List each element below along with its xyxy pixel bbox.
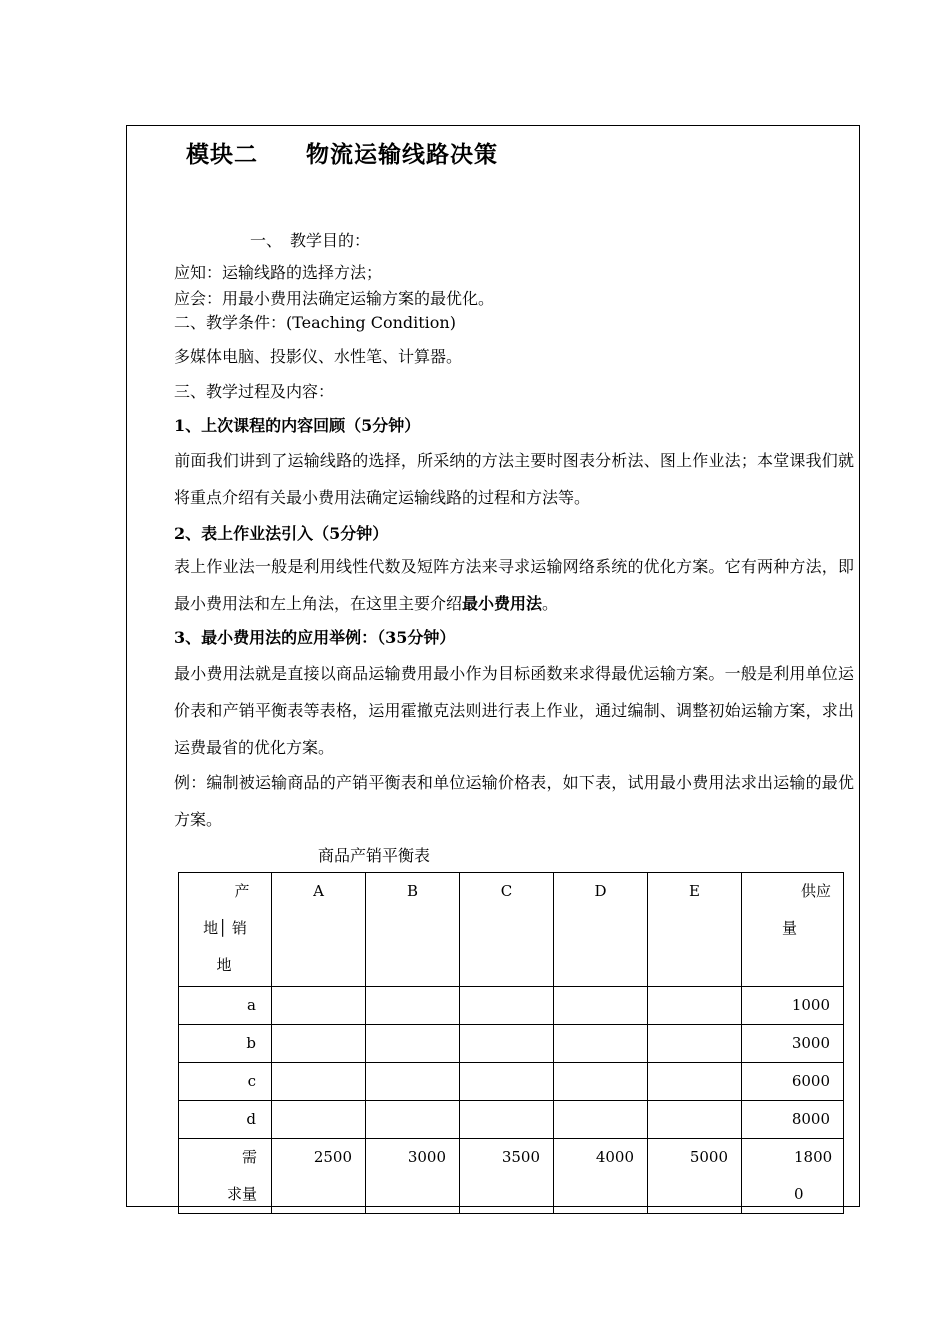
conditions-text: 多媒体电脑、投影仪、水性笔、计算器。 <box>174 347 463 366</box>
step3-heading: 3、最小费用法的应用举例：（35分钟） <box>174 628 456 647</box>
table-cell <box>648 1101 742 1139</box>
step2-paragraph <box>174 548 854 622</box>
table-cell <box>366 1063 460 1101</box>
demand-value: 4000 <box>554 1139 648 1214</box>
table-cell <box>272 987 366 1025</box>
demand-value: 3500 <box>460 1139 554 1214</box>
table-cell <box>648 1063 742 1101</box>
step1-heading: 1、上次课程的内容回顾（5分钟） <box>174 416 421 435</box>
table-row <box>179 1101 844 1139</box>
table-cell <box>460 1025 554 1063</box>
table-cell <box>366 1025 460 1063</box>
corner-line-2: 地│ 销 <box>203 919 247 937</box>
section-heading-objectives: 一、 教学目的： <box>250 231 371 250</box>
column-header: E <box>648 873 742 987</box>
demand-row <box>179 1139 844 1214</box>
step3-paragraph <box>174 655 854 766</box>
supply-header-line-2: 量 <box>782 919 798 937</box>
column-header: A <box>272 873 366 987</box>
table-cell <box>272 1063 366 1101</box>
table-caption: 商品产销平衡表 <box>318 846 431 865</box>
page-title: 模块二 物流运输线路决策 <box>186 141 498 168</box>
column-header: D <box>554 873 648 987</box>
row-label: b <box>179 1025 272 1063</box>
step1-paragraph <box>174 442 854 516</box>
row-label: d <box>179 1101 272 1139</box>
table-cell <box>460 1101 554 1139</box>
column-header: C <box>460 873 554 987</box>
corner-line-1: 产 <box>234 882 250 900</box>
step1-text: 前面我们讲到了运输线路的选择，所采纳的方法主要时图表分析法、图上作业法；本堂课我们就将重点介绍有关最小费用法确定运输线路的过程和方法等。 <box>174 451 854 507</box>
demand-value: 2500 <box>272 1139 366 1214</box>
demand-label-line-1: 需 <box>241 1148 257 1166</box>
supply-value: 3000 <box>742 1025 844 1063</box>
demand-label-cell <box>179 1139 272 1214</box>
corner-line-3: 地 <box>216 956 232 974</box>
supply-header-cell <box>742 873 844 987</box>
table-row <box>179 1025 844 1063</box>
table-cell <box>460 1063 554 1101</box>
table-cell <box>272 1025 366 1063</box>
supply-value: 6000 <box>742 1063 844 1101</box>
supply-value: 1000 <box>742 987 844 1025</box>
table-cell <box>554 987 648 1025</box>
step2-text-a: 表上作业法一般是利用线性代数及短阵方法来寻求运输网络系统的优化方案。它有两种方法，即最小费用法和左上角法，在这里主要介绍 <box>174 557 854 613</box>
demand-value: 3000 <box>366 1139 460 1214</box>
table-cell <box>554 1063 648 1101</box>
table-cell <box>460 987 554 1025</box>
table-cell <box>366 1101 460 1139</box>
objective-can: 应会：用最小费用法确定运输方案的最优化。 <box>174 289 495 308</box>
table-corner-cell <box>179 873 272 987</box>
table-header-row <box>179 873 844 987</box>
objective-know: 应知：运输线路的选择方法； <box>174 263 383 282</box>
row-label: c <box>179 1063 272 1101</box>
step2-text-bold: 最小费用法 <box>462 594 543 613</box>
total-line-1: 1800 <box>794 1148 833 1166</box>
table-cell <box>272 1101 366 1139</box>
total-cell <box>742 1139 844 1214</box>
table-cell <box>554 1101 648 1139</box>
table-cell <box>648 987 742 1025</box>
example-paragraph <box>174 764 854 838</box>
step3-text: 最小费用法就是直接以商品运输费用最小作为目标函数来求得最优运输方案。一般是利用单位运价表和产销平衡表等表格，运用霍撤克法则进行表上作业，通过编制、调整初始运输方案，求出运费最省的优化方案。 <box>174 664 854 757</box>
section-heading-process: 三、教学过程及内容： <box>174 382 335 401</box>
table-row <box>179 1063 844 1101</box>
step2-text-b: 。 <box>542 594 559 613</box>
example-text: 例：编制被运输商品的产销平衡表和单位运输价格表，如下表，试用最小费用法求出运输的最优方案。 <box>174 773 854 829</box>
step2-heading: 2、表上作业法引入（5分钟） <box>174 524 389 543</box>
table-cell <box>554 1025 648 1063</box>
table-cell <box>648 1025 742 1063</box>
table-row <box>179 987 844 1025</box>
column-header: B <box>366 873 460 987</box>
total-line-2: 0 <box>794 1185 804 1203</box>
balance-table <box>178 872 844 1214</box>
table-cell <box>366 987 460 1025</box>
supply-value: 8000 <box>742 1101 844 1139</box>
section-heading-conditions: 二、教学条件：(Teaching Condition) <box>174 313 456 332</box>
demand-value: 5000 <box>648 1139 742 1214</box>
row-label: a <box>179 987 272 1025</box>
demand-label-line-2: 求量 <box>226 1185 257 1203</box>
supply-header-line-1: 供应 <box>800 882 831 900</box>
